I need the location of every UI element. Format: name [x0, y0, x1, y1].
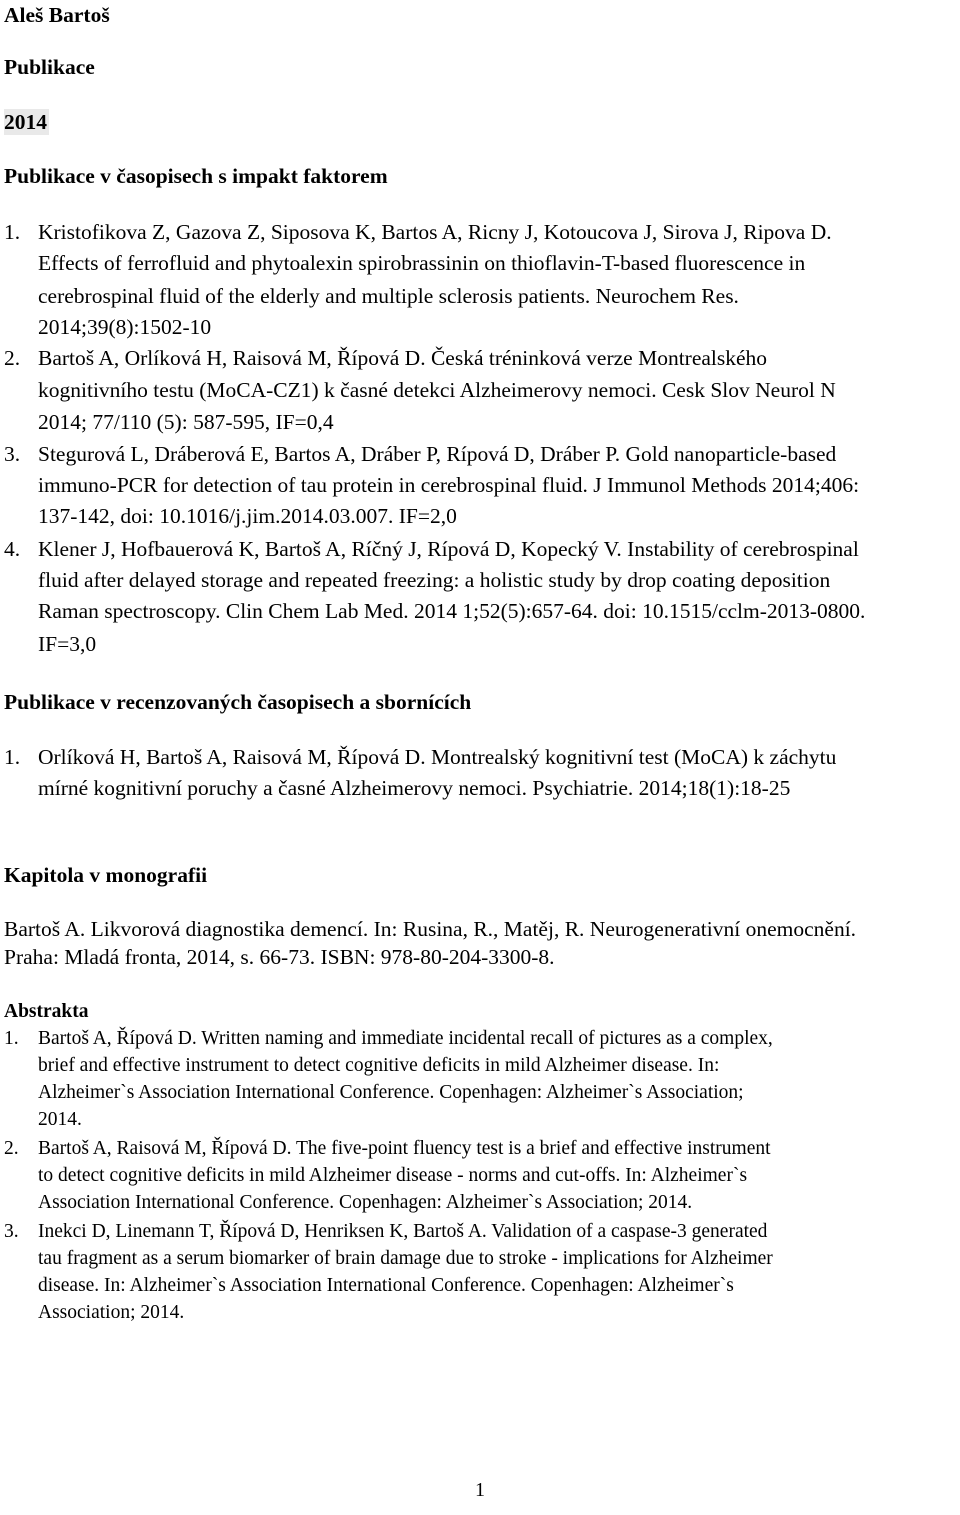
section-title-chapter: Kapitola v monografii	[4, 863, 208, 887]
citation-line: Kristofikova Z, Gazova Z, Siposova K, Bartos A, Ricny J, Kotoucova J, Sirova J, Ripova D.	[38, 220, 832, 244]
section-title-impact: Publikace v časopisech s impakt faktorem	[4, 164, 388, 188]
chapter-citation-line: Bartoš A. Likvorová diagnostika demencí. In: Rusina, R., Matěj, R. Neurogenerativní onemocnění.	[4, 917, 857, 941]
citation-line: Association International Conference. Copenhagen: Alzheimer`s Association; 2014.	[38, 1192, 693, 1213]
citation-line: 2014;39(8):1502-10	[38, 315, 212, 339]
list-number: 1.	[4, 220, 21, 244]
author-name: Aleš Bartoš	[4, 3, 110, 27]
citation-line: fluid after delayed storage and repeated freezing: a holistic study by drop coating deposition	[38, 568, 831, 592]
citation-line: Klener J, Hofbauerová K, Bartoš A, Ríčný J, Rípová D, Kopecký V. Instability of cerebrospinal	[38, 537, 859, 561]
citation-line: 137-142, doi: 10.1016/j.jim.2014.03.007. IF=2,0	[38, 504, 457, 528]
citation-line: Effects of ferrofluid and phytoalexin spirobrassinin on thioflavin-T-based fluorescence in	[38, 251, 806, 275]
section-title-abstracts: Abstrakta	[4, 1001, 89, 1022]
citation-line: 2014.	[38, 1109, 82, 1130]
year-heading: 2014	[4, 110, 47, 134]
citation-line: kognitivního testu (MoCA-CZ1) k časné detekci Alzheimerovy nemoci. Cesk Slov Neurol N	[38, 378, 836, 402]
citation-line: tau fragment as a serum biomarker of brain damage due to stroke - implications for Alzheimer	[38, 1248, 773, 1269]
citation-line: immuno-PCR for detection of tau protein in cerebrospinal fluid. J Immunol Methods 2014;406:	[38, 473, 860, 497]
citation-line: IF=3,0	[38, 632, 97, 656]
section-title-reviewed: Publikace v recenzovaných časopisech a sbornících	[4, 690, 472, 714]
citation-line: disease. In: Alzheimer`s Association International Conference. Copenhagen: Alzheimer`s	[38, 1275, 734, 1296]
citation-line: 2014; 77/110 (5): 587-595, IF=0,4	[38, 410, 334, 434]
list-number: 2.	[4, 1138, 19, 1159]
list-number: 2.	[4, 346, 21, 370]
citation-line: cerebrospinal fluid of the elderly and multiple sclerosis patients. Neurochem Res.	[38, 284, 739, 308]
citation-line: Inekci D, Linemann T, Řípová D, Henriksen K, Bartoš A. Validation of a caspase-3 generated	[38, 1221, 768, 1242]
citation-line: Alzheimer`s Association International Conference. Copenhagen: Alzheimer`s Association;	[38, 1082, 744, 1103]
citation-line: to detect cognitive deficits in mild Alzheimer disease - norms and cut-offs. In: Alzheimer`s	[38, 1165, 748, 1186]
citation-line: Bartoš A, Orlíková H, Raisová M, Řípová D. Česká tréninková verze Montrealského	[38, 346, 768, 370]
citation-line: Bartoš A, Řípová D. Written naming and immediate incidental recall of pictures as a complex,	[38, 1028, 773, 1049]
citation-line: Bartoš A, Raisová M, Řípová D. The five-point fluency test is a brief and effective instrument	[38, 1138, 771, 1159]
list-number: 4.	[4, 537, 21, 561]
list-number: 3.	[4, 442, 21, 466]
citation-line: mírné kognitivní poruchy a časné Alzheimerovy nemoci. Psychiatrie. 2014;18(1):18-25	[38, 776, 791, 800]
list-number: 1.	[4, 1028, 19, 1049]
citation-line: Raman spectroscopy. Clin Chem Lab Med. 2014 1;52(5):657-64. doi: 10.1515/cclm-2013-0800.	[38, 599, 866, 623]
page-number: 1	[475, 1479, 485, 1501]
chapter-citation-line: Praha: Mladá fronta, 2014, s. 66-73. ISBN: 978-80-204-3300-8.	[4, 945, 555, 969]
citation-line: brief and effective instrument to detect cognitive deficits in mild Alzheimer disease. In:	[38, 1055, 720, 1076]
list-number: 1.	[4, 745, 21, 769]
citation-line: Stegurová L, Dráberová E, Bartos A, Dráber P, Rípová D, Dráber P. Gold nanoparticle-based	[38, 442, 837, 466]
citation-line: Association; 2014.	[38, 1302, 185, 1323]
list-number: 3.	[4, 1221, 19, 1242]
citation-line: Orlíková H, Bartoš A, Raisová M, Řípová D. Montrealský kognitivní test (MoCA) k záchytu	[38, 745, 837, 769]
page-title: Publikace	[4, 55, 95, 79]
